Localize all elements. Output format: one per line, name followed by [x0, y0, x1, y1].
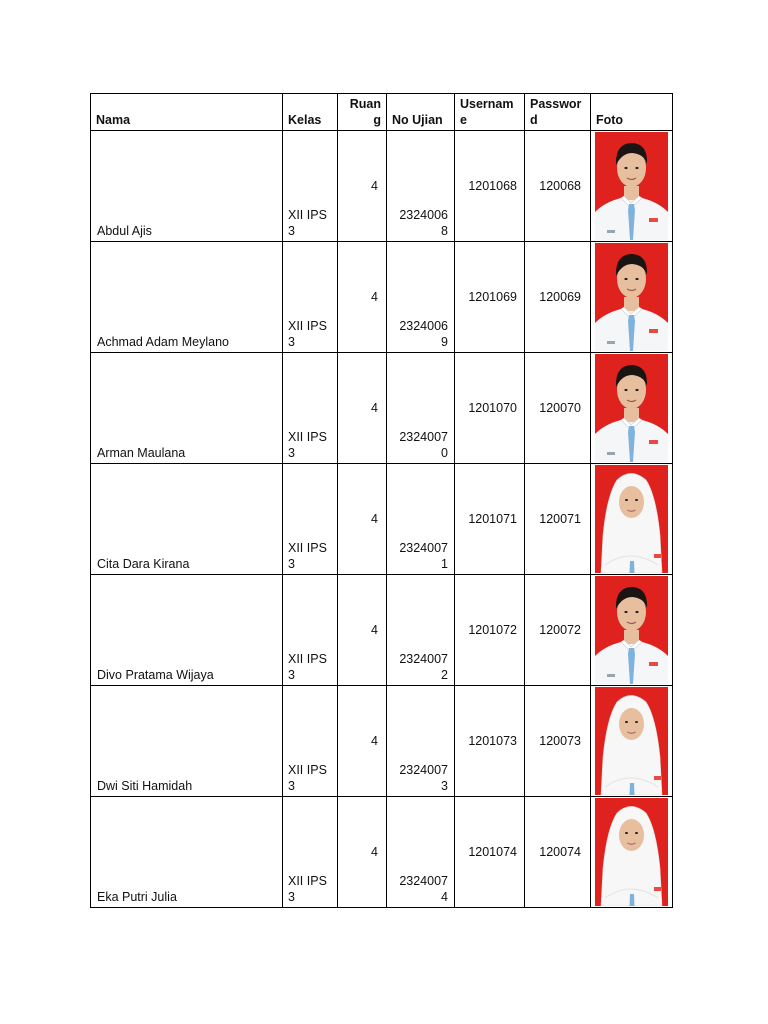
student-username: 1201071 [468, 512, 517, 526]
student-class-line1: XII IPS [288, 319, 327, 333]
cell-username [455, 353, 525, 464]
student-username: 1201068 [468, 179, 517, 193]
cell-password [525, 797, 591, 908]
student-room: 4 [371, 401, 378, 415]
cell-foto [591, 464, 673, 575]
student-class-line2: 3 [288, 668, 295, 682]
student-class-line2: 3 [288, 779, 295, 793]
student-class [283, 540, 337, 574]
header-password-line2: d [530, 113, 538, 127]
student-name: Divo Pratama Wijaya [97, 668, 214, 682]
badge [607, 341, 615, 344]
badge [607, 230, 615, 233]
student-password: 120070 [539, 401, 581, 415]
name-tag [649, 329, 658, 333]
cell-username [455, 464, 525, 575]
student-name: Abdul Ajis [97, 224, 152, 238]
student-class-line1: XII IPS [288, 541, 327, 555]
student-room: 4 [371, 845, 378, 859]
cell-password [525, 575, 591, 686]
table-row [91, 131, 673, 242]
student-username: 1201069 [468, 290, 517, 304]
student-room: 4 [371, 512, 378, 526]
cell-foto [591, 797, 673, 908]
badge [607, 674, 615, 677]
student-photo [595, 576, 668, 684]
student-class [283, 873, 337, 907]
student-class-line1: XII IPS [288, 763, 327, 777]
student-room: 4 [371, 623, 378, 637]
cell-kelas [283, 575, 338, 686]
student-room: 4 [371, 734, 378, 748]
cell-no-ujian [387, 797, 455, 908]
cell-ruang [338, 797, 387, 908]
student-class-line1: XII IPS [288, 430, 327, 444]
student-class-line2: 3 [288, 446, 295, 460]
student-class-line2: 3 [288, 890, 295, 904]
cell-no-ujian [387, 575, 455, 686]
cell-password [525, 464, 591, 575]
cell-ruang [338, 131, 387, 242]
tie [630, 561, 635, 573]
cell-no-ujian [387, 131, 455, 242]
cell-password [525, 353, 591, 464]
name-tag [649, 662, 658, 666]
cell-username [455, 575, 525, 686]
header-username-line2: e [460, 113, 467, 127]
table-row [91, 242, 673, 353]
cell-kelas [283, 131, 338, 242]
cell-foto [591, 686, 673, 797]
cell-nama [91, 797, 283, 908]
cell-ruang [338, 464, 387, 575]
student-username: 1201074 [468, 845, 517, 859]
student-exam-number-line1: 2324007 [399, 430, 448, 444]
cell-foto [591, 575, 673, 686]
table-row [91, 575, 673, 686]
student-exam-number-line2: 4 [441, 890, 448, 904]
student-name: Arman Maulana [97, 446, 186, 460]
header-username [455, 94, 525, 131]
student-class-line2: 3 [288, 224, 295, 238]
cell-no-ujian [387, 686, 455, 797]
cell-ruang [338, 242, 387, 353]
student-exam-number-line2: 1 [441, 557, 448, 571]
name-tag [654, 776, 661, 780]
student-exam-number-line2: 0 [441, 446, 448, 460]
tie [630, 894, 635, 906]
student-password: 120072 [539, 623, 581, 637]
student-class [283, 429, 337, 463]
student-exam-number [387, 873, 454, 907]
cell-foto [591, 131, 673, 242]
student-room: 4 [371, 179, 378, 193]
cell-nama [91, 131, 283, 242]
student-class [283, 762, 337, 796]
header-ruang-line1: Ruan [349, 97, 381, 111]
name-tag [654, 554, 661, 558]
student-username: 1201073 [468, 734, 517, 748]
cell-username [455, 131, 525, 242]
student-exam-number-line2: 9 [441, 335, 448, 349]
student-class-line1: XII IPS [288, 652, 327, 666]
cell-nama [91, 242, 283, 353]
student-exam-number [387, 318, 454, 352]
student-exam-number-line1: 2324007 [399, 763, 448, 777]
student-exam-number [387, 540, 454, 574]
cell-no-ujian [387, 242, 455, 353]
cell-kelas [283, 242, 338, 353]
student-class-line2: 3 [288, 557, 295, 571]
cell-nama [91, 686, 283, 797]
student-name: Eka Putri Julia [97, 890, 177, 904]
cell-no-ujian [387, 464, 455, 575]
header-password-line1: Passwor [530, 97, 582, 111]
student-room: 4 [371, 290, 378, 304]
student-class-line1: XII IPS [288, 208, 327, 222]
tie [630, 783, 635, 795]
student-name: Dwi Siti Hamidah [97, 779, 193, 793]
cell-username [455, 797, 525, 908]
header-ruang [338, 94, 387, 131]
student-name: Cita Dara Kirana [97, 557, 190, 571]
cell-foto [591, 242, 673, 353]
participant-table [90, 93, 673, 908]
student-class-line1: XII IPS [288, 874, 327, 888]
student-exam-number-line1: 2324006 [399, 319, 448, 333]
student-photo [595, 132, 668, 240]
student-photo [595, 243, 668, 351]
student-username: 1201070 [468, 401, 517, 415]
face [619, 708, 644, 740]
cell-password [525, 686, 591, 797]
header-username-line1: Usernam [460, 97, 514, 111]
student-exam-number-line1: 2324007 [399, 652, 448, 666]
cell-kelas [283, 797, 338, 908]
student-exam-number [387, 429, 454, 463]
header-ruang-line2: g [373, 113, 381, 127]
student-class [283, 207, 337, 241]
cell-nama [91, 353, 283, 464]
student-password: 120071 [539, 512, 581, 526]
cell-username [455, 242, 525, 353]
cell-nama [91, 575, 283, 686]
student-photo [595, 798, 668, 906]
cell-password [525, 131, 591, 242]
student-exam-number-line1: 2324007 [399, 541, 448, 555]
header-row [91, 94, 673, 131]
name-tag [649, 218, 658, 222]
header-foto: Foto [591, 94, 673, 131]
student-photo [595, 354, 668, 462]
student-exam-number-line2: 2 [441, 668, 448, 682]
name-tag [649, 440, 658, 444]
student-photo [595, 687, 668, 795]
student-class-line2: 3 [288, 335, 295, 349]
student-username: 1201072 [468, 623, 517, 637]
student-exam-number-line1: 2324007 [399, 874, 448, 888]
badge [607, 452, 615, 455]
student-password: 120074 [539, 845, 581, 859]
table-row [91, 353, 673, 464]
student-password: 120069 [539, 290, 581, 304]
cell-username [455, 686, 525, 797]
cell-kelas [283, 353, 338, 464]
student-exam-number-line2: 3 [441, 779, 448, 793]
student-class [283, 318, 337, 352]
header-no-ujian: No Ujian [387, 94, 455, 131]
student-class [283, 651, 337, 685]
header-password [525, 94, 591, 131]
cell-kelas [283, 686, 338, 797]
student-exam-number [387, 651, 454, 685]
student-password: 120068 [539, 179, 581, 193]
name-tag [654, 887, 661, 891]
student-exam-number [387, 207, 454, 241]
header-nama: Nama [91, 94, 283, 131]
cell-no-ujian [387, 353, 455, 464]
header-kelas: Kelas [283, 94, 338, 131]
student-password: 120073 [539, 734, 581, 748]
cell-ruang [338, 686, 387, 797]
student-photo [595, 465, 668, 573]
cell-nama [91, 464, 283, 575]
student-exam-number [387, 762, 454, 796]
cell-foto [591, 353, 673, 464]
cell-ruang [338, 575, 387, 686]
cell-kelas [283, 464, 338, 575]
cell-ruang [338, 353, 387, 464]
face [619, 819, 644, 851]
table-row [91, 464, 673, 575]
cell-password [525, 242, 591, 353]
student-name: Achmad Adam Meylano [97, 335, 230, 349]
table-row [91, 686, 673, 797]
table-row [91, 797, 673, 908]
face [619, 486, 644, 518]
student-exam-number-line2: 8 [441, 224, 448, 238]
student-exam-number-line1: 2324006 [399, 208, 448, 222]
